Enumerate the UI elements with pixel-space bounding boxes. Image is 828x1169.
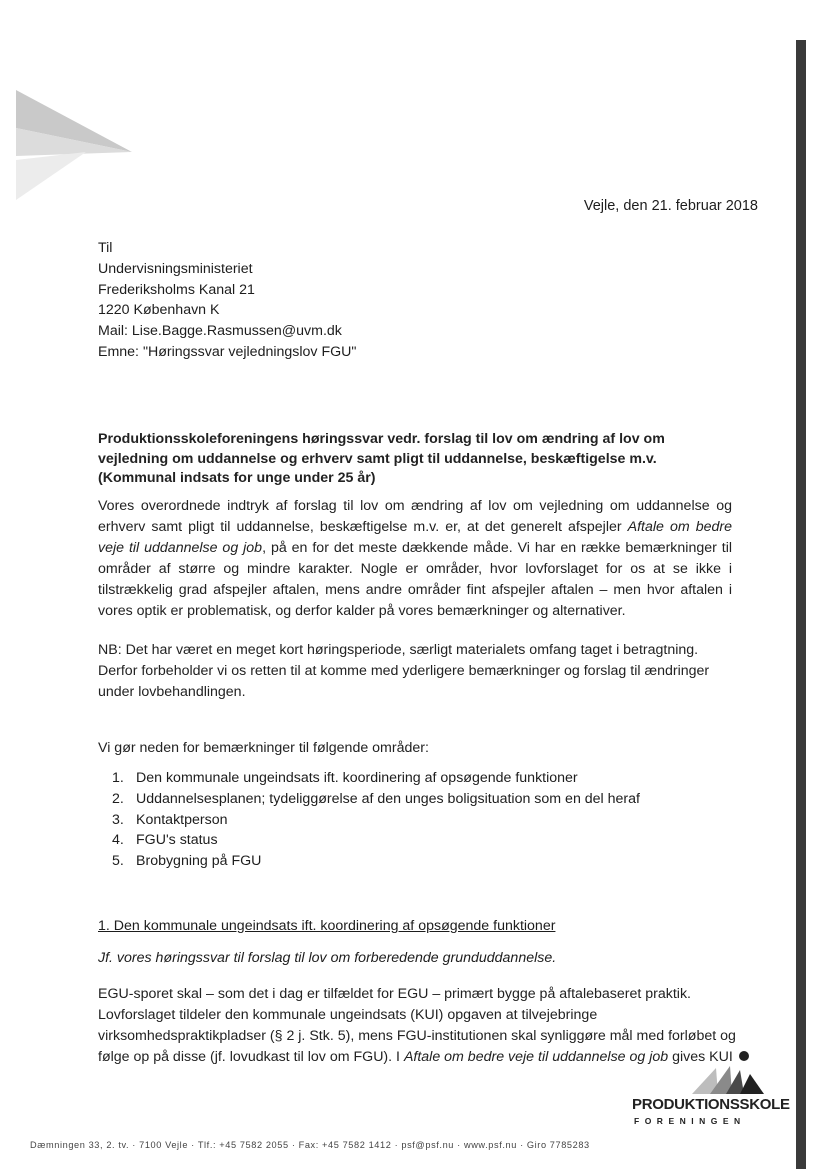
- intro-text-end: , på en for det meste dækkende måde. Vi har en række bemærkninger til områder af større og mindre karakter. Nogle er områder, hvor lovforslaget for os at se ikke i tilstrækkelig grad afspejler aftalen, mens andre områder fint afspejler aftalen – men hvor aftalen i vores optik er problematisk, og derfor kalder på vores bemærkninger og alternativer.: [98, 540, 733, 619]
- intro-paragraph: [98, 496, 732, 622]
- list-item: 2. Uddannelsesplanen; tydeliggørelse af den unges boligsituation som en del heraf: [112, 790, 640, 807]
- areas-intro: Vi gør neden for bemærkninger til følgende områder:: [98, 740, 429, 756]
- brand-subtitle: FORENINGEN: [634, 1116, 746, 1126]
- note-paragraph: NB: Det har været en meget kort høringsperiode, særligt materialets omfang taget i betragtning. Derfor forbeholder vi os retten til at komme med yderligere bemærkninger og forslag til ændringer under lovbehandlingen.: [98, 642, 710, 700]
- address-city: 1220 København K: [98, 302, 220, 319]
- recipient-address: [98, 238, 356, 363]
- address-street: Frederiksholms Kanal 21: [98, 281, 255, 298]
- areas-list: [112, 768, 640, 872]
- letter-heading: Produktionsskoleforeningens høringssvar vedr. forslag til lov om ændring af lov om vejledning om uddannelse og erhverv samt pligt til uddannelse, beskæftigelse m.v. (Kommunal indsats for unge under 25 år): [98, 431, 665, 486]
- address-subject: Emne: "Høringssvar vejledningslov FGU": [98, 343, 357, 360]
- letter-date: Vejle, den 21. februar 2018: [583, 198, 758, 214]
- section-1-title: 1. Den kommunale ungeindsats ift. koordinering af opsøgende funktioner: [98, 918, 556, 934]
- intro-agreement-title: Aftale om bedre veje til uddannelse og job: [98, 519, 732, 556]
- section-1-reference: Jf. vores høringssvar til forslag til lov om forberedende grunduddannelse.: [98, 950, 557, 966]
- address-mail: Mail: Lise.Bagge.Rasmussen@uvm.dk: [98, 323, 342, 340]
- list-item: 5. Brobygning på FGU: [112, 853, 262, 870]
- footer-contact: Dæmningen 33, 2. tv. · 7100 Vejle · Tlf.: +45 7582 2055 · Fax: +45 7582 1412 · psf@psf.nu · www.psf.nu · Giro 7785283: [30, 1140, 590, 1150]
- address-org: Undervisningsministeriet: [98, 260, 253, 277]
- section-1-paragraph: EGU-sporet skal – som det i dag er tilfældet for EGU – primært bygge på aftalebaseret praktik. Lovforslaget tildeler den kommunale ungeindsats (KUI) opgaven at tilvejebringe virksomhedspraktikpladser (§ 2 j. Stk. 5), mens FGU-institutionen skal synliggøre mål med forløbet og følge op på disse (jf. lovudkast til lov om FGU). I Aftale om bedre veje til uddannelse og job gives KUI: [98, 986, 736, 1065]
- list-item: 1. Den kommunale ungeindsats ift. koordinering af opsøgende funktioner: [112, 770, 578, 786]
- brand-name: PRODUKTIONSSKOLE: [632, 1096, 790, 1113]
- paper-plane-logo-icon: [16, 86, 136, 206]
- list-item: 4. FGU's status: [112, 832, 218, 849]
- page-edge-bar: [796, 40, 806, 1169]
- list-item: 3. Kontaktperson: [112, 811, 228, 828]
- intro-text-start: Vores overordnede indtryk af forslag til lov om ændring af lov om vejledning om uddannelse og erhverv samt pligt til uddannelse, beskæftigelse m.v. er, at det generelt afspejler: [98, 498, 732, 535]
- address-to: Til: [98, 240, 113, 256]
